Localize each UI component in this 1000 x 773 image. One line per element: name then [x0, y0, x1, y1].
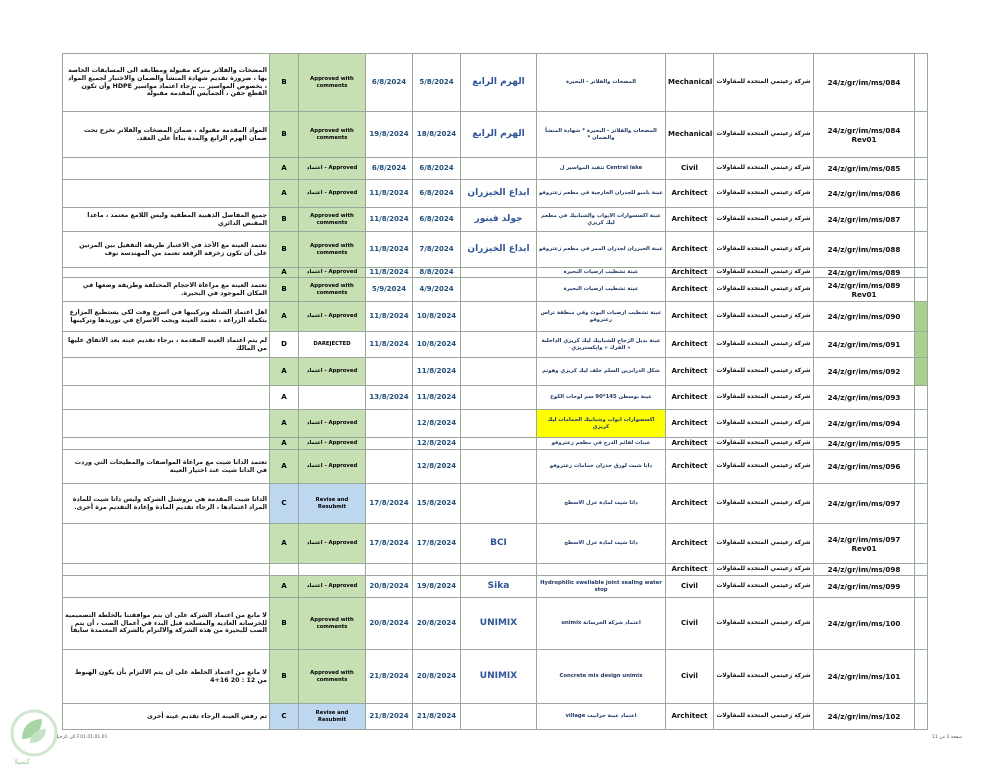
- status-flag-cell: [915, 564, 928, 576]
- reference-cell: 24/z/gr/im/ms/091: [814, 332, 915, 358]
- status-flag-cell: [915, 704, 928, 730]
- submission-date-cell: 6/8/2024: [413, 180, 461, 208]
- reply-date-cell: 20/8/2024: [366, 598, 413, 650]
- notes-cell: [63, 268, 270, 278]
- contractor-cell: شركة زعيتمي المتحدة للمقاولات: [714, 704, 814, 730]
- logo-text: كسيلا: [14, 758, 30, 766]
- submission-date-cell: 7/8/2024: [413, 232, 461, 268]
- reference-cell: 24/z/gr/im/ms/096: [814, 450, 915, 484]
- supplier-cell: [461, 438, 537, 450]
- status-flag-cell: [915, 112, 928, 158]
- notes-cell: المضخات والفلاتر متركة مقبولة ومطابقة الى المسابقات الخاصة بها ، ضرورة تقديم شهادة المنشأ والضمان والاختبار لجميع المواد ، بخصوص المواسير … برجاء اعتماد مواسير HDPE وأن تكون القطع حقن ، الجمايس المقدمة مقبولة: [63, 54, 270, 112]
- contractor-cell: شركة زعيتمي المتحدة للمقاولات: [714, 358, 814, 386]
- notes-cell: لا مانع من اعتماد الخلطة على ان يتم الالتزام بأن يكون الهبوط من 12 : 20 16+4: [63, 650, 270, 704]
- status-flag-cell: [915, 438, 928, 450]
- reference-cell: 24/z/gr/im/ms/090: [814, 302, 915, 332]
- submission-date-cell: 11/8/2024: [413, 386, 461, 410]
- discipline-cell: Architect: [666, 524, 714, 564]
- supplier-cell: [461, 386, 537, 410]
- contractor-cell: شركة زعيتمي المتحدة للمقاولات: [714, 302, 814, 332]
- status-flag-cell: [915, 524, 928, 564]
- status-cell: اعتماد - Approved: [299, 268, 366, 278]
- contractor-cell: شركة زعيتمي المتحدة للمقاولات: [714, 386, 814, 410]
- status-cell: اعتماد - Approved: [299, 576, 366, 598]
- footer-left: الى الرحيل F.01.01.01.01: [55, 735, 108, 740]
- table-row: [63, 524, 928, 564]
- description-cell: Concrete mix design unimix: [537, 650, 666, 704]
- reply-date-cell: 19/8/2024: [366, 112, 413, 158]
- grade-cell: A: [270, 268, 299, 278]
- notes-cell: [63, 410, 270, 438]
- submission-date-cell: [413, 564, 461, 576]
- description-cell: Hydrophilic swellable joint sealing water stop: [537, 576, 666, 598]
- description-cell: اكسسوارات ابواب وشبابيك الحمامات ليك كريزي: [537, 410, 666, 438]
- status-cell: [299, 386, 366, 410]
- discipline-cell: Architect: [666, 278, 714, 302]
- table-row: [63, 386, 928, 410]
- status-flag-cell: [915, 358, 928, 386]
- description-cell: عينة بديل الزجاج للشبابيك ليك كريزي الداخلية « الفرك » وايكستريزي: [537, 332, 666, 358]
- description-cell: عينة بوسطن 145*90 سم لوحات الكوخ: [537, 386, 666, 410]
- grade-cell: A: [270, 158, 299, 180]
- notes-cell: اهل اعتماد الشتلة وتركيبها في اسرع وقت لكي يستطيع المزارع بتكملة الزراعة ، تعتمد العينة ويجب الاسراع في توريدها وتركيبها: [63, 302, 270, 332]
- status-cell: اعتماد - Approved: [299, 450, 366, 484]
- reply-date-cell: 6/8/2024: [366, 54, 413, 112]
- reference-cell: 24/z/gr/im/ms/087: [814, 208, 915, 232]
- reply-date-cell: 13/8/2024: [366, 386, 413, 410]
- table-row: [63, 112, 928, 158]
- contractor-cell: شركة زعيتمي المتحدة للمقاولات: [714, 438, 814, 450]
- table-row: [63, 598, 928, 650]
- supplier-cell: [461, 158, 537, 180]
- notes-cell: [63, 158, 270, 180]
- reference-cell: 24/z/gr/im/ms/101: [814, 650, 915, 704]
- status-cell: Revise and Resubmit: [299, 704, 366, 730]
- notes-cell: لا مانع من اعتماد الشركة على ان يتم موافقتنا بالخلطة التصميمية للخرسانة العادية والمسلحة قبل البدء في أعمال الصب ، أن يتم الصب للبحيرة من هذه الشركة والالتزام بالشركة المعتمدة سابقاً: [63, 598, 270, 650]
- notes-cell: جميع المفاصل الذهبية المطفية وليس اللامع معتمد ، ماعدا المقبض الدائري: [63, 208, 270, 232]
- table-row: [63, 278, 928, 302]
- submission-date-cell: 10/8/2024: [413, 302, 461, 332]
- submission-date-cell: 19/8/2024: [413, 576, 461, 598]
- table-row: [63, 302, 928, 332]
- contractor-cell: شركة زعيتمي المتحدة للمقاولات: [714, 278, 814, 302]
- reference-cell: 24/z/gr/im/ms/089 Rev01: [814, 278, 915, 302]
- reference-cell: 24/z/gr/im/ms/094: [814, 410, 915, 438]
- status-flag-cell: [915, 484, 928, 524]
- submission-date-cell: 20/8/2024: [413, 598, 461, 650]
- contractor-cell: شركة زعيتمي المتحدة للمقاولات: [714, 268, 814, 278]
- description-cell: عينة تشطيب ارضيات البحيرة: [537, 278, 666, 302]
- status-flag-cell: [915, 232, 928, 268]
- submission-date-cell: 15/8/2024: [413, 484, 461, 524]
- reference-cell: 24/z/gr/im/ms/098: [814, 564, 915, 576]
- table-row: [63, 704, 928, 730]
- submission-date-cell: 12/8/2024: [413, 438, 461, 450]
- discipline-cell: Architect: [666, 564, 714, 576]
- grade-cell: B: [270, 112, 299, 158]
- reference-cell: 24/z/gr/im/ms/086: [814, 180, 915, 208]
- status-flag-cell: [915, 450, 928, 484]
- discipline-cell: Architect: [666, 484, 714, 524]
- status-cell: Approved with comments: [299, 54, 366, 112]
- reference-cell: 24/z/gr/im/ms/085: [814, 158, 915, 180]
- reply-date-cell: 5/9/2024: [366, 278, 413, 302]
- reply-date-cell: 20/8/2024: [366, 576, 413, 598]
- notes-cell: تم رفض العينة الرجاء تقديم عينة أخرى: [63, 704, 270, 730]
- table-row: [63, 158, 928, 180]
- description-cell: المضخات والفلاتر - البحيرة * شهادة المنشأ والضمان *: [537, 112, 666, 158]
- status-flag-cell: [915, 158, 928, 180]
- supplier-cell: BCI: [461, 524, 537, 564]
- footer-right: صفحة 3 من 11: [932, 735, 963, 740]
- submission-date-cell: 12/8/2024: [413, 450, 461, 484]
- status-cell: Revise and Resubmit: [299, 484, 366, 524]
- description-cell: داتا شيت لمادة عزل الاسطح: [537, 524, 666, 564]
- notes-cell: [63, 576, 270, 598]
- reference-cell: 24/z/gr/im/ms/102: [814, 704, 915, 730]
- notes-cell: [63, 524, 270, 564]
- table-row: [63, 484, 928, 524]
- status-flag-cell: [915, 576, 928, 598]
- discipline-cell: Civil: [666, 598, 714, 650]
- discipline-cell: Mechanical: [666, 54, 714, 112]
- contractor-cell: شركة زعيتمي المتحدة للمقاولات: [714, 484, 814, 524]
- supplier-cell: [461, 268, 537, 278]
- table-row: [63, 180, 928, 208]
- grade-cell: A: [270, 450, 299, 484]
- submission-date-cell: 18/8/2024: [413, 112, 461, 158]
- discipline-cell: Architect: [666, 332, 714, 358]
- supplier-cell: [461, 302, 537, 332]
- supplier-cell: [461, 358, 537, 386]
- supplier-cell: [461, 278, 537, 302]
- discipline-cell: Civil: [666, 576, 714, 598]
- status-cell: Approved with comments: [299, 278, 366, 302]
- description-cell: اعتماد عينة جرانيت village: [537, 704, 666, 730]
- supplier-cell: الهرم الرابع: [461, 112, 537, 158]
- status-cell: Approved with comments: [299, 598, 366, 650]
- discipline-cell: Civil: [666, 158, 714, 180]
- grade-cell: A: [270, 180, 299, 208]
- reply-date-cell: 11/8/2024: [366, 268, 413, 278]
- discipline-cell: Architect: [666, 268, 714, 278]
- contractor-cell: شركة زعيتمي المتحدة للمقاولات: [714, 650, 814, 704]
- status-cell: اعتماد - Approved: [299, 158, 366, 180]
- table-row: [63, 332, 928, 358]
- supplier-cell: ابداع الخيزران: [461, 232, 537, 268]
- grade-cell: A: [270, 410, 299, 438]
- reference-cell: 24/z/gr/im/ms/095: [814, 438, 915, 450]
- grade-cell: B: [270, 278, 299, 302]
- table-row: [63, 564, 928, 576]
- reply-date-cell: 17/8/2024: [366, 484, 413, 524]
- grade-cell: B: [270, 232, 299, 268]
- contractor-cell: شركة زعيتمي المتحدة للمقاولات: [714, 332, 814, 358]
- description-cell: عينة الخيزران لجدران الممر في مطعم زعتروفو: [537, 232, 666, 268]
- table-row: [63, 450, 928, 484]
- reply-date-cell: 6/8/2024: [366, 158, 413, 180]
- status-flag-cell: [915, 208, 928, 232]
- reply-date-cell: 11/8/2024: [366, 332, 413, 358]
- grade-cell: A: [270, 302, 299, 332]
- description-cell: داتا شيت لمادة عزل الاسطح: [537, 484, 666, 524]
- description-cell: عينة تشطيب ارضيات البوث وفي منطقة تراس زعتروفو: [537, 302, 666, 332]
- table-row: [63, 576, 928, 598]
- reply-date-cell: 11/8/2024: [366, 302, 413, 332]
- supplier-cell: [461, 332, 537, 358]
- supplier-cell: الهرم الرابع: [461, 54, 537, 112]
- discipline-cell: Architect: [666, 180, 714, 208]
- supplier-cell: ابداع الخيزران: [461, 180, 537, 208]
- submission-date-cell: 6/8/2024: [413, 208, 461, 232]
- status-flag-cell: [915, 386, 928, 410]
- notes-cell: [63, 180, 270, 208]
- status-flag-cell: [915, 278, 928, 302]
- description-cell: اعتماد شركة الخرسانة unimix: [537, 598, 666, 650]
- table-row: [63, 438, 928, 450]
- submission-date-cell: 21/8/2024: [413, 704, 461, 730]
- table-row: [63, 650, 928, 704]
- grade-cell: A: [270, 576, 299, 598]
- discipline-cell: Architect: [666, 302, 714, 332]
- contractor-cell: شركة زعيتمي المتحدة للمقاولات: [714, 598, 814, 650]
- discipline-cell: Architect: [666, 358, 714, 386]
- submission-date-cell: 11/8/2024: [413, 358, 461, 386]
- status-cell: Approved with comments: [299, 650, 366, 704]
- table-row: [63, 208, 928, 232]
- notes-cell: لم يتم اعتماد العينة المقدمة ، برجاء تقديم عينة بعد الاتفاق عليها من المالك: [63, 332, 270, 358]
- discipline-cell: Architect: [666, 386, 714, 410]
- status-flag-cell: [915, 268, 928, 278]
- notes-cell: [63, 386, 270, 410]
- notes-cell: [63, 564, 270, 576]
- status-cell: اعتماد - Approved: [299, 524, 366, 564]
- contractor-cell: شركة زعيتمي المتحدة للمقاولات: [714, 410, 814, 438]
- supplier-cell: جولد فينور: [461, 208, 537, 232]
- contractor-cell: شركة زعيتمي المتحدة للمقاولات: [714, 112, 814, 158]
- grade-cell: A: [270, 358, 299, 386]
- discipline-cell: Architect: [666, 410, 714, 438]
- status-cell: اعتماد - Approved: [299, 438, 366, 450]
- grade-cell: C: [270, 704, 299, 730]
- notes-cell: [63, 438, 270, 450]
- reference-cell: 24/z/gr/im/ms/089: [814, 268, 915, 278]
- grade-cell: C: [270, 484, 299, 524]
- contractor-cell: شركة زعيتمي المتحدة للمقاولات: [714, 564, 814, 576]
- reference-cell: 24/z/gr/im/ms/093: [814, 386, 915, 410]
- description-cell: Central lake تنفيذ المواسير ل: [537, 158, 666, 180]
- status-flag-cell: [915, 302, 928, 332]
- grade-cell: [270, 564, 299, 576]
- description-cell: عينات لقائم الدرج في مطعم زعتروفو: [537, 438, 666, 450]
- table-row: [63, 268, 928, 278]
- contractor-cell: شركة زعيتمي المتحدة للمقاولات: [714, 208, 814, 232]
- grade-cell: D: [270, 332, 299, 358]
- description-cell: [537, 564, 666, 576]
- reference-cell: 24/z/gr/im/ms/084 Rev01: [814, 112, 915, 158]
- submission-date-cell: 20/8/2024: [413, 650, 461, 704]
- reply-date-cell: [366, 438, 413, 450]
- reply-date-cell: 17/8/2024: [366, 524, 413, 564]
- reference-cell: 24/z/gr/im/ms/088: [814, 232, 915, 268]
- grade-cell: B: [270, 598, 299, 650]
- supplier-cell: [461, 704, 537, 730]
- discipline-cell: Architect: [666, 232, 714, 268]
- reference-cell: 24/z/gr/im/ms/092: [814, 358, 915, 386]
- grade-cell: A: [270, 386, 299, 410]
- status-cell: اعتماد - Approved: [299, 302, 366, 332]
- submission-date-cell: 10/8/2024: [413, 332, 461, 358]
- submission-date-cell: 8/8/2024: [413, 268, 461, 278]
- contractor-cell: شركة زعيتمي المتحدة للمقاولات: [714, 450, 814, 484]
- reply-date-cell: [366, 358, 413, 386]
- discipline-cell: Architect: [666, 704, 714, 730]
- status-cell: Approved with comments: [299, 112, 366, 158]
- grade-cell: B: [270, 650, 299, 704]
- description-cell: المضخات والفلاتر - البحيرة: [537, 54, 666, 112]
- discipline-cell: Civil: [666, 650, 714, 704]
- supplier-cell: [461, 484, 537, 524]
- reference-cell: 24/z/gr/im/ms/097 Rev01: [814, 524, 915, 564]
- description-cell: عينة اكسسوارات الابواب والشبابيك في مطعم ليك كريزي: [537, 208, 666, 232]
- status-cell: Approved with comments: [299, 232, 366, 268]
- grade-cell: A: [270, 524, 299, 564]
- status-cell: [299, 564, 366, 576]
- notes-cell: الداتا شيت المقدمة هي بروشتل الشركة وليس داتا شيت للمادة المراد اعتمادها ، الرجاء تقديم المادة وإعادة التقديم مرة أخرى.: [63, 484, 270, 524]
- description-cell: عينة تشطيب ارضيات البحيرة: [537, 268, 666, 278]
- supplier-cell: [461, 450, 537, 484]
- discipline-cell: Mechanical: [666, 112, 714, 158]
- supplier-cell: Sika: [461, 576, 537, 598]
- discipline-cell: Architect: [666, 208, 714, 232]
- reference-cell: 24/z/gr/im/ms/097: [814, 484, 915, 524]
- status-cell: اعتماد - Approved: [299, 358, 366, 386]
- submittal-log-table: [62, 53, 928, 730]
- table-row: [63, 232, 928, 268]
- reference-cell: 24/z/gr/im/ms/100: [814, 598, 915, 650]
- notes-cell: تعتمد العينة مع مراعاة الاحجام المختلفة وطريقة وضعها في المكان الموجود في البحيرة.: [63, 278, 270, 302]
- grade-cell: A: [270, 438, 299, 450]
- supplier-cell: UNIMIX: [461, 598, 537, 650]
- reply-date-cell: [366, 564, 413, 576]
- reply-date-cell: [366, 410, 413, 438]
- reply-date-cell: 21/8/2024: [366, 650, 413, 704]
- status-flag-cell: [915, 598, 928, 650]
- status-flag-cell: [915, 54, 928, 112]
- status-cell: اعتماد - Approved: [299, 180, 366, 208]
- submission-date-cell: 12/8/2024: [413, 410, 461, 438]
- contractor-cell: شركة زعيتمي المتحدة للمقاولات: [714, 576, 814, 598]
- status-flag-cell: [915, 410, 928, 438]
- contractor-cell: شركة زعيتمي المتحدة للمقاولات: [714, 524, 814, 564]
- notes-cell: تعتمد العينة مع الأخذ في الاعتبار طريقة التقفيل بين المرتين على أن تكون زخرفة الرقعة تعتمد من المهندسة نوف: [63, 232, 270, 268]
- submission-date-cell: 6/8/2024: [413, 158, 461, 180]
- status-cell: DAREJECTED: [299, 332, 366, 358]
- contractor-cell: شركة زعيتمي المتحدة للمقاولات: [714, 180, 814, 208]
- status-flag-cell: [915, 332, 928, 358]
- reply-date-cell: 11/8/2024: [366, 180, 413, 208]
- contractor-cell: شركة زعيتمي المتحدة للمقاولات: [714, 232, 814, 268]
- submission-date-cell: 4/9/2024: [413, 278, 461, 302]
- reference-cell: 24/z/gr/im/ms/099: [814, 576, 915, 598]
- supplier-cell: UNIMIX: [461, 650, 537, 704]
- reply-date-cell: 11/8/2024: [366, 208, 413, 232]
- description-cell: شكل الدرابزين السلم خلف ليك كريزي وهوتم: [537, 358, 666, 386]
- description-cell: عينة بامبو للجدران الخارجية في مطعم زعتروفو: [537, 180, 666, 208]
- grade-cell: B: [270, 208, 299, 232]
- table-row: [63, 54, 928, 112]
- grade-cell: B: [270, 54, 299, 112]
- submission-date-cell: 5/8/2024: [413, 54, 461, 112]
- contractor-cell: شركة زعيتمي المتحدة للمقاولات: [714, 158, 814, 180]
- reply-date-cell: 11/8/2024: [366, 232, 413, 268]
- notes-cell: تعتمد الدانا شيت مع مراعاة المواصفات والمطيحات التي وردت في الدانا شيت عند اختيار العينة: [63, 450, 270, 484]
- table-row: [63, 410, 928, 438]
- table-row: [63, 358, 928, 386]
- supplier-cell: [461, 410, 537, 438]
- reply-date-cell: [366, 450, 413, 484]
- description-cell: دانا شيت لورق حدران حمامات زعتروفو: [537, 450, 666, 484]
- contractor-cell: شركة زعيتمي المتحدة للمقاولات: [714, 54, 814, 112]
- status-cell: اعتماد - Approved: [299, 410, 366, 438]
- discipline-cell: Architect: [666, 438, 714, 450]
- status-flag-cell: [915, 650, 928, 704]
- reply-date-cell: 21/8/2024: [366, 704, 413, 730]
- notes-cell: [63, 358, 270, 386]
- reference-cell: 24/z/gr/im/ms/084: [814, 54, 915, 112]
- discipline-cell: Architect: [666, 450, 714, 484]
- submission-date-cell: 17/8/2024: [413, 524, 461, 564]
- status-cell: Approved with comments: [299, 208, 366, 232]
- status-flag-cell: [915, 180, 928, 208]
- notes-cell: المواد المقدمة مقبولة ، ضمان المضخات والفلاتر تخرج تحت ضمان الهرم الرابع والمدة بناءاً على العقد.: [63, 112, 270, 158]
- supplier-cell: [461, 564, 537, 576]
